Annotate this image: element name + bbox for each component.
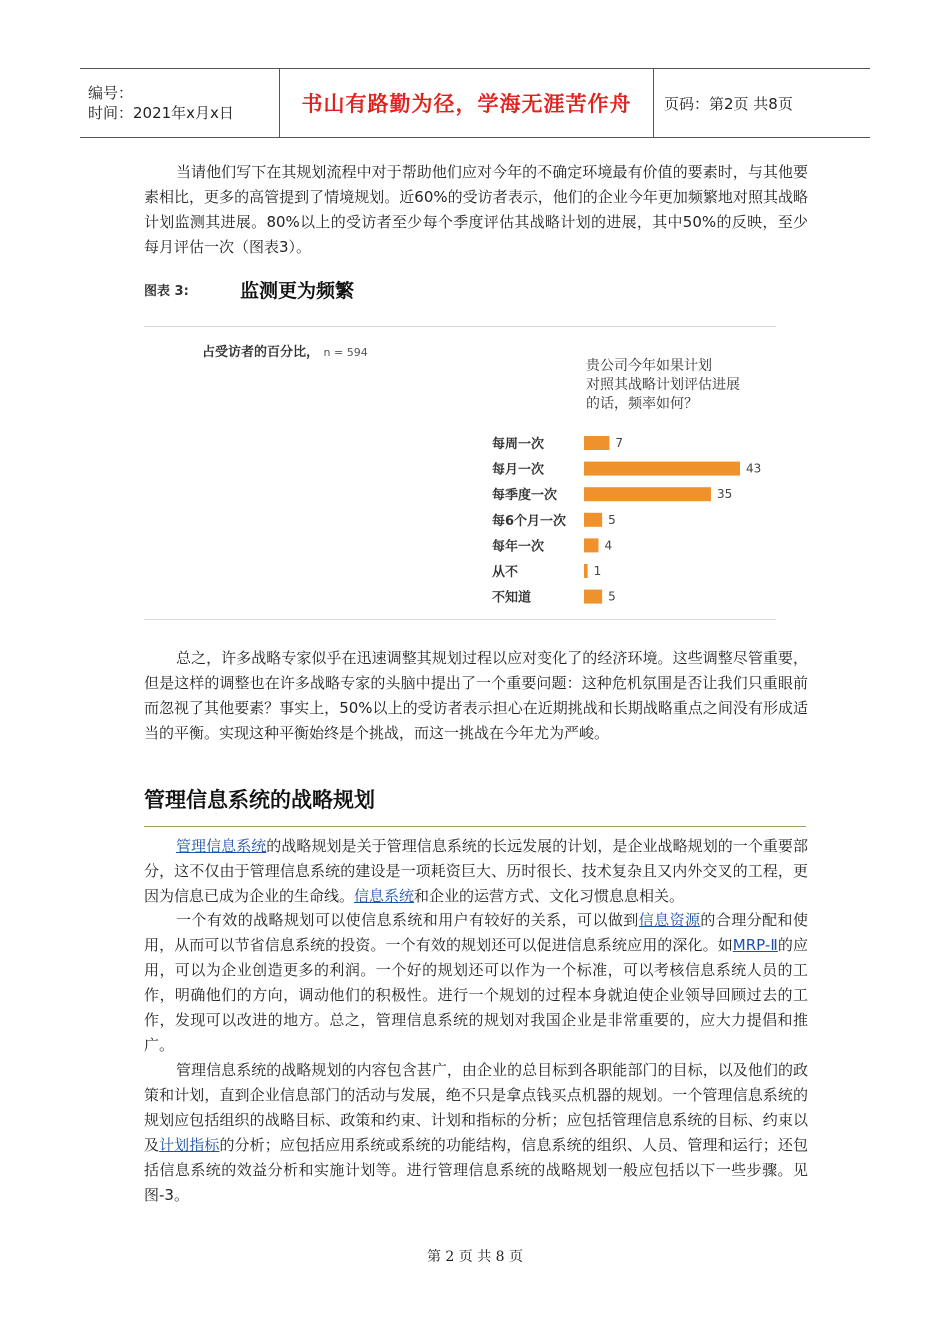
chart-value-label: 35 [716,487,733,502]
link-plan-indicators[interactable]: 计划指标 [159,1136,220,1154]
para3-text-1: 的战略规划是关于管理信息系统的长远发展的计划，是企业战略规划的一个重要部分，这不仅由于管理信息系统的建设是一项耗资巨大、历时很长、技术复杂且又内外交叉的工程，更因为信息已成为企业的生命线。 [144,837,808,905]
header-motto-cell [280,69,654,137]
header-page-cell [654,69,870,137]
paragraph-effective-planning [144,908,808,1058]
link-mis[interactable]: 管理信息系统 [176,837,267,855]
chart-bar [584,590,602,604]
paragraph-planning-content [144,1058,808,1208]
figure-title: 监测更为频繁 [240,280,355,302]
header-page-number: 页码：第2页 共8页 [664,94,793,113]
chart-value-label: 7 [615,436,624,450]
paragraph-summary: 总之，许多战略专家似乎在迅速调整其规划过程以应对变化了的经济环境。这些调整尽管重要，但是这样的调整也在许多战略专家的头脑中提出了一个重要问题：这种危机氛围是否让我们只重眼前而忽视了其他要素？事实上，50%以上的受访者表示担心在近期挑战和长期战略重点之间没有形成适当的平衡。实现这种平衡始终是个挑战，而这一挑战在今年尤为严峻。 [144,649,808,742]
chart-category-label: 每年一次 [492,539,545,555]
para4-text-1: 一个有效的战略规划可以使信息系统和用户有较好的关系，可以做到 [176,911,639,929]
paragraph-mis-definition [144,834,808,909]
para3-text-2: 和企业的运营方式、文化习惯息息相关。 [414,887,685,905]
chart-bar [584,538,599,552]
chart-category-label: 从不 [492,565,519,580]
para4-text-2: 的合理分配和使用，从而可以节省信息系统的投资。一个有效的规划还可以促进信息系统应用的深化。如 [144,911,808,954]
para4-text-3: 的应用，可以为企业创造更多的利润。一个好的规划还可以作为一个标准，可以考核信息系统人员的工作，明确他们的方向，调动他们的积极性。进行一个规划的过程本身就迫使企业领导回顾过去的工作，发现可以改进的地方。总之，管理信息系统的规划对我国企业是非常重要的，应大力提倡和推广。 [144,936,808,1054]
header-left-cell [80,69,280,137]
chart-bar [584,462,740,476]
chart-category-label: 每周一次 [492,437,545,452]
para5-text-1: 管理信息系统的战略规划的内容包含甚广，由企业的总目标到各职能部门的目标，以及他们的政策和计划，直到企业信息部门的活动与发展，绝不只是拿点钱买点机器的规划。一个管理信息系统的规划应包括组织的战略目标、政策和约束、计划和指标的分析；应包括管理信息系统的目标、约束以及 [144,1061,808,1154]
chart-value-label: 5 [608,589,616,604]
link-information-system[interactable]: 信息系统 [354,887,415,905]
chart-category-label: 不知道 [492,590,532,606]
chart-value-label: 1 [593,564,602,578]
header-motto: 书山有路勤为径，学海无涯苦作舟 [301,92,632,116]
chart-category-label: 每季度一次 [492,488,558,504]
section-divider [144,826,806,827]
document-time-label: 时间：2021年x月x日 [88,104,234,122]
para5-text-2: 的分析；应包括应用系统或系统的功能结构，信息系统的组织、人员、管理和运行；还包括信息系统的效益分析和实施计划等。进行管理信息系统的战略规划一般应包括以下一些步骤。见图-3。 [144,1136,808,1204]
section-title: 管理信息系统的战略规划 [144,788,375,812]
chart-category-label: 每6个月一次 [492,513,567,529]
paragraph-intro: 当请他们写下在其规划流程中对于帮助他们应对今年的不确定环境最有价值的要素时，与其他要素相比，更多的高管提到了情境规划。近60%的受访者表示，他们的企业今年更加频繁地对照其战略计划监测其进展。80%以上的受访者至少每个季度评估其战略计划的进展，其中50%的反映，至少每月评估一次（图表3）。 [144,163,808,256]
page-footer: 第 2 页 共 8 页 [426,1249,524,1265]
chart-plot-area [144,327,776,619]
page-header [80,68,870,138]
chart-question-line-1: 贵公司今年如果计划 [586,358,712,374]
chart-subtitle-text: 占受访者的百分比， [202,345,320,360]
bar-chart [144,326,776,620]
chart-category-label: 每月一次 [492,462,545,478]
chart-value-label: 5 [608,512,616,527]
chart-bar [584,436,609,450]
chart-bar [584,513,602,527]
chart-question-line-3: 的话，频率如何？ [586,396,698,412]
link-mrp-ii[interactable]: MRP-Ⅱ [732,936,778,954]
document-number-label: 编号： [88,84,134,102]
chart-sample-size: n = 594 [323,346,368,359]
chart-bar [584,487,711,501]
chart-value-label: 43 [746,461,762,476]
link-information-resources[interactable]: 信息资源 [638,911,701,929]
chart-value-label: 4 [604,538,613,553]
figure-label: 图表 3: [144,284,189,299]
chart-question-line-2: 对照其战略计划评估进展 [586,377,740,393]
chart-bar [584,564,588,578]
